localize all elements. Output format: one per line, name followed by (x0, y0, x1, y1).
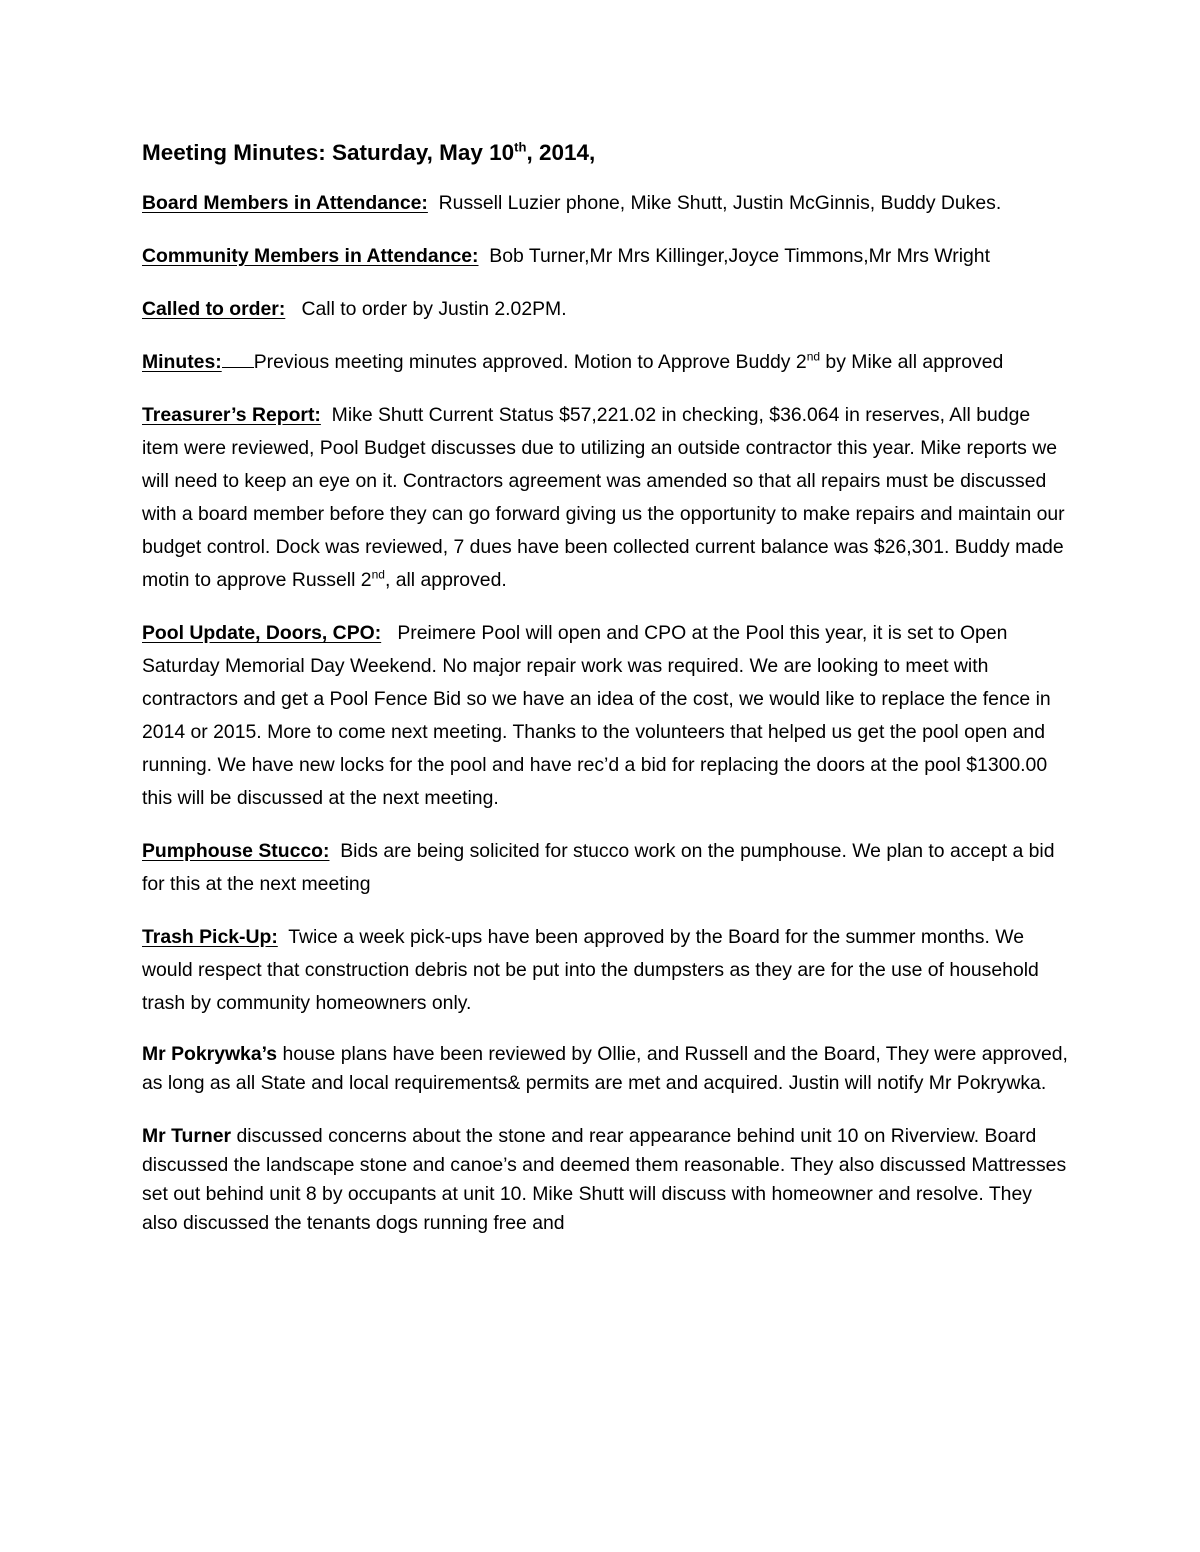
turner-name: Mr Turner (142, 1125, 232, 1147)
pokrywka-name: Mr Pokrywka’s (142, 1043, 278, 1065)
treasurer-report-text-b: , all approved. (384, 569, 507, 591)
pool-update-text: Preimere Pool will open and CPO at the Pool this year, it is set to Open Saturday Memorial Day Weekend. No major repair work was required. We are looking to meet with contractors and get a Pool Fence Bid so we have an idea of the cost, we would like to replace the fence in 2014 or 2015. More to come next meeting. Thanks to the volunteers that helped us get the pool open and running. We have new locks for the pool and have rec’d a bid for replacing the doors at the pool $1300.00 this will be discussed at the next meeting. (142, 622, 1051, 809)
pumphouse-stucco-text: Bids are being solicited for stucco work on the pumphouse. We plan to accept a bid for this at the next meeting (142, 840, 1055, 895)
trash-pickup-text: Twice a week pick-ups have been approved by the Board for the summer months. We would respect that construction debris not be put into the dumpsters as they are for the use of household trash by community homeowners only. (142, 926, 1039, 1014)
turner-text: discussed concerns about the stone and rear appearance behind unit 10 on Riverview. Board discussed the landscape stone and canoe’s and deemed them reasonable. They also discussed Mattresses set out behind unit 8 by occupants at unit 10. Mike Shutt will discuss with homeowner and resolve. They also discussed the tenants dogs running free and (142, 1125, 1067, 1234)
pool-update-heading: Pool Update, Doors, CPO: (142, 622, 382, 644)
minutes-text-b: by Mike all approved (820, 351, 1004, 373)
treasurer-report-text-a: Mike Shutt Current Status $57,221.02 in checking, $36.064 in reserves, All budge item were reviewed, Pool Budget discusses due to utilizing an outside contractor this year. Mike reports we will need to keep an eye on it. Contractors agreement was amended so that all repairs must be discussed with a board member before they can go forward giving us the opportunity to make repairs and maintain our budget control. Dock was reviewed, 7 dues have been collected current balance was $26,301. Buddy made motin to approve Russell 2 (142, 404, 1065, 591)
treasurer-report-section (142, 399, 1072, 597)
pool-update-section (142, 617, 1072, 815)
community-members-heading: Community Members in Attendance: (142, 245, 479, 267)
trash-pickup-heading: Trash Pick-Up: (142, 926, 278, 948)
treasurer-report-heading: Treasurer’s Report: (142, 404, 321, 426)
community-members-text: Bob Turner,Mr Mrs Killinger,Joyce Timmons,Mr Mrs Wright (489, 245, 990, 267)
community-members-section (142, 240, 1072, 273)
called-to-order-section (142, 293, 1072, 326)
document-body (142, 138, 1072, 1262)
minutes-superscript: nd (806, 349, 821, 364)
minutes-heading: Minutes: (142, 351, 222, 373)
board-members-text: Russell Luzier phone, Mike Shutt, Justin McGinnis, Buddy Dukes. (438, 192, 1002, 214)
minutes-text-a: Previous meeting minutes approved. Motion to Approve Buddy 2 (253, 351, 807, 373)
board-members-heading: Board Members in Attendance: (142, 192, 428, 214)
title-superscript: th (514, 139, 527, 155)
pokrywka-text: house plans have been reviewed by Ollie, and Russell and the Board, They were approved, as long as all State and local requirements& permits are met and acquired. Justin will notify Mr Pokrywka. (142, 1043, 1068, 1094)
called-to-order-text: Call to order by Justin 2.02PM. (301, 298, 567, 320)
title-tail: , 2014, (526, 140, 596, 165)
minutes-section (142, 346, 1072, 379)
turner-section (142, 1122, 1072, 1238)
minutes-underline-gap (222, 367, 254, 368)
trash-pickup-section (142, 921, 1072, 1020)
pumphouse-stucco-section (142, 835, 1072, 901)
treasurer-report-superscript: nd (371, 567, 385, 582)
pumphouse-stucco-heading: Pumphouse Stucco: (142, 840, 330, 862)
page-title (142, 138, 1072, 168)
called-to-order-heading: Called to order: (142, 298, 286, 320)
pokrywka-section (142, 1040, 1072, 1098)
title-main: Meeting Minutes: Saturday, May 10 (142, 140, 515, 165)
board-members-section (142, 187, 1072, 220)
